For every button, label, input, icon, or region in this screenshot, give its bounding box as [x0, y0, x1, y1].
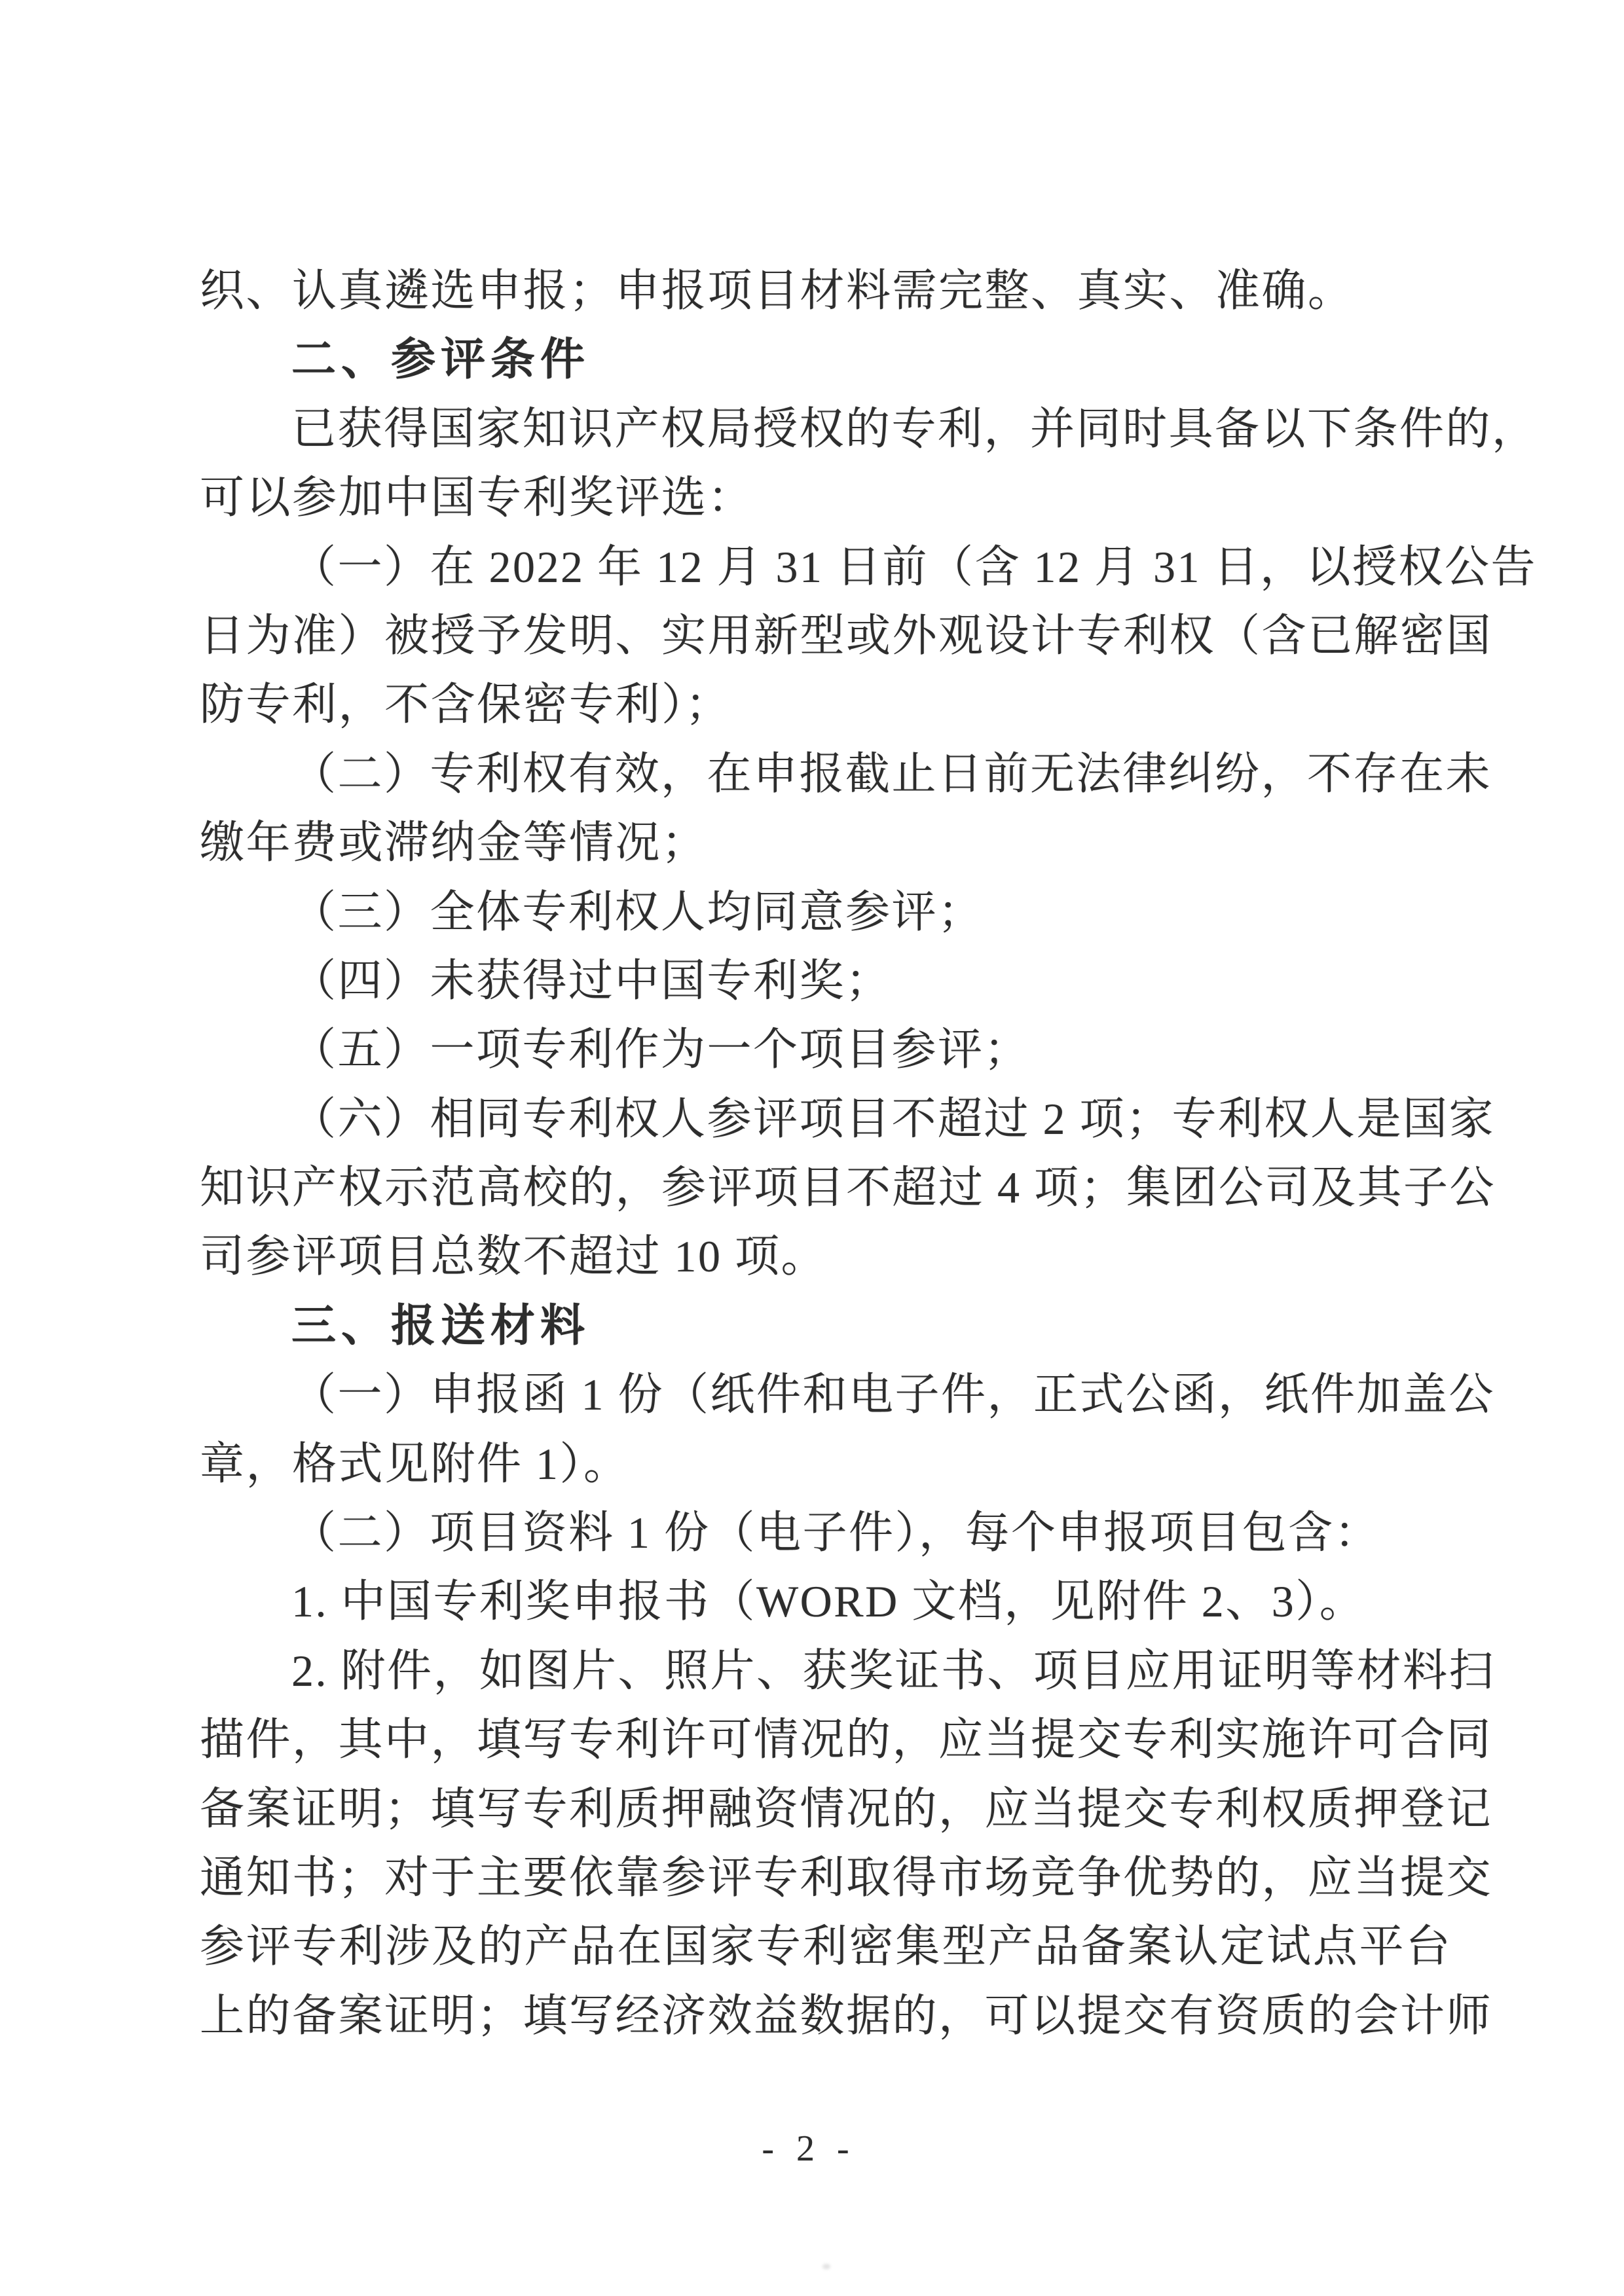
- text-line: 描件，其中，填写专利许可情况的，应当提交专利实施许可合同: [200, 1715, 1493, 1765]
- text-line: （二）专利权有效，在申报截止日前无法律纠纷，不存在未: [291, 748, 1492, 799]
- text-line: 防专利，不含保密专利）；: [200, 680, 732, 730]
- text-line: （一）申报函 1 份（纸件和电子件，正式公函，纸件加盖公: [291, 1370, 1496, 1420]
- text-line: 参评专利涉及的产品在国家专利密集型产品备案认定试点平台: [200, 1922, 1452, 1972]
- text-line: 2. 附件，如图片、照片、获奖证书、项目应用证明等材料扫: [291, 1645, 1496, 1696]
- text-line: 通知书；对于主要依靠参评专利取得市场竞争优势的，应当提交: [200, 1852, 1493, 1903]
- text-line: （二）项目资料 1 份（电子件），每个申报项目包含：: [291, 1508, 1381, 1558]
- text-line: 上的备案证明；填写经济效益数据的，可以提交有资质的会计师: [200, 1990, 1493, 2041]
- text-line: （五）一项专利作为一个项目参评；: [291, 1025, 1031, 1075]
- text-column: [200, 257, 1538, 2050]
- text-line: 缴年费或滞纳金等情况；: [200, 818, 708, 868]
- text-line: （四）未获得过中国专利奖；: [291, 955, 892, 1006]
- text-line: （一）在 2022 年 12 月 31 日前（含 12 月 31 日，以授权公告: [291, 541, 1538, 592]
- text-line: （三）全体专利权人均同意参评；: [291, 886, 984, 937]
- scan-artifact: [822, 2264, 830, 2269]
- page-number: - 2 -: [762, 2128, 856, 2169]
- text-line: 备案证明；填写专利质押融资情况的，应当提交专利权质押登记: [200, 1783, 1493, 1834]
- text-line: 织、认真遴选申报；申报项目材料需完整、真实、准确。: [200, 266, 1354, 316]
- text-line: 日为准）被授予发明、实用新型或外观设计专利权（含已解密国: [200, 610, 1493, 661]
- text-line: 已获得国家知识产权局授权的专利，并同时具备以下条件的，: [291, 403, 1538, 454]
- text-line: 可以参加中国专利奖评选：: [200, 473, 754, 523]
- text-line: 司参评项目总数不超过 10 项。: [200, 1231, 828, 1282]
- text-line: 章，格式见附件 1）。: [200, 1438, 630, 1489]
- section-heading: 三、报送材料: [291, 1300, 591, 1351]
- text-line: 1. 中国专利奖申报书（WORD 文档，见附件 2、3）。: [291, 1576, 1366, 1627]
- section-heading: 二、参评条件: [291, 335, 591, 385]
- text-line: 知识产权示范高校的，参评项目不超过 4 项；集团公司及其子公: [200, 1163, 1496, 1213]
- text-line: （六）相同专利权人参评项目不超过 2 项；专利权人是国家: [291, 1093, 1496, 1144]
